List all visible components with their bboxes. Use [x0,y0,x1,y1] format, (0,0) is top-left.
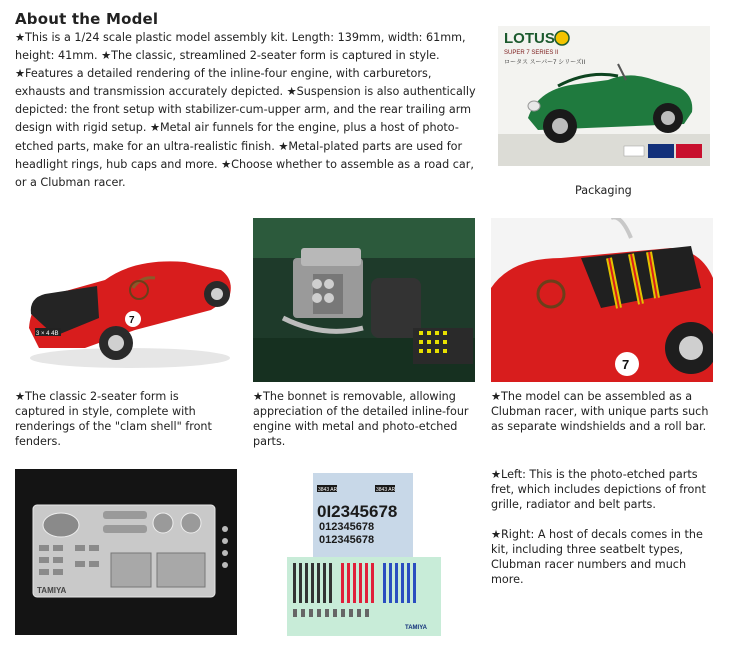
decal-sheets [287,471,441,636]
decal-brand: TAMIYA [405,625,428,631]
photo-rear-caption: ★The classic 2-seater form is captured in style, complete with renderings of the "clam shell" front fenders. [15,390,212,448]
photo-clubman [491,218,713,382]
photo-rear-view [15,218,237,382]
packaging-image [498,26,710,166]
decal-plate-2: 3843 AR [376,487,396,493]
fret-brand: TAMIYA [37,586,67,595]
race-number-2: 7 [622,357,630,372]
decal-numbers-large: 0I2345678 [317,502,398,521]
race-number-1: 7 [129,315,135,326]
decal-plate-1: 3843 AR [318,487,338,493]
box-japanese: ロータス スーパー7 シリーズII [504,60,586,66]
photo-engine-caption: ★The bonnet is removable, allowing appreciation of the detailed inline-four engine with metal and photo-etched parts. [253,390,469,448]
packaging-caption: Packaging [575,184,632,197]
photo-engine [253,218,475,382]
intro-paragraph: ★This is a 1/24 scale plastic model assembly kit. Length: 139mm, width: 61mm, height: 41mm. ★The classic, streamlined 2-seater form is captured in style. ★Features a detailed rendering of the inline-four engine, with carburetors, exhausts and transmission accurately depicted. ★Suspension is also authentically depicted: the front setup with stabilizer-cum-upper arm, and the rear trailing arm design with rigid setup. ★Metal air funnels for the engine, plus a host of photo-etched parts, make for an ultra-realistic finish. ★Metal-plated parts are used for headlight rings, hub caps and more. ★Choose whether to assemble as a road car, or a Clubman racer. [15,31,476,189]
decal-numbers-small-2: 012345678 [319,534,375,546]
decal-numbers-small-1: 012345678 [319,521,375,533]
note-left: ★Left: This is the photo-etched parts fret, which includes depictions of front grille, radiator and belt parts. [491,468,706,511]
note-right: ★Right: A host of decals comes in the kit, including three seatbelt types, Clubman racer numbers and much more. [491,528,703,586]
photo-etched-fret [15,469,237,635]
section-title: About the Model [15,10,159,28]
box-subtitle: SUPER 7 SERIES II [504,50,559,56]
box-brand: LOTUS [504,30,555,47]
photo-clubman-caption: ★The model can be assembled as a Clubman racer, with unique parts such as separate windshields and a roll bar. [491,390,709,433]
plate-text: 3 × 4 4B [36,331,59,337]
